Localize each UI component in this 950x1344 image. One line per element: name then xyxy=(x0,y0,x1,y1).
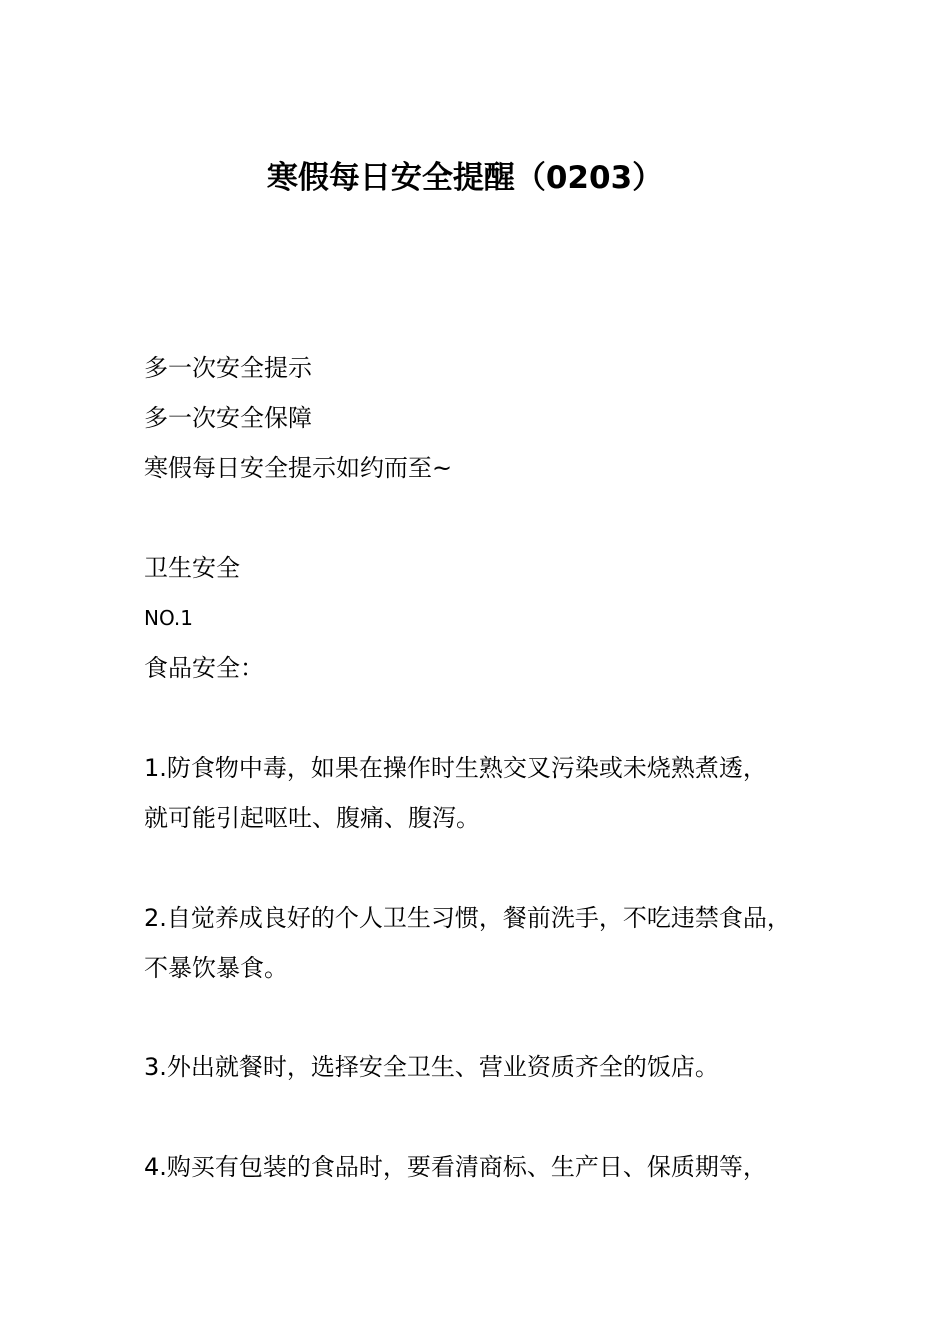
list-item-3-line-1: 3.外出就餐时，选择安全卫生、营业资质齐全的饭店。 xyxy=(144,1053,719,1081)
intro-line-3: 寒假每日安全提示如约而至~ xyxy=(144,454,453,482)
section-block xyxy=(144,543,844,693)
intro-block xyxy=(144,343,844,493)
list-item-1 xyxy=(144,743,844,843)
section-number: NO.1 xyxy=(144,606,193,630)
intro-line-2: 多一次安全保障 xyxy=(144,404,312,432)
list-item-2-line-1: 2.自觉养成良好的个人卫生习惯，餐前洗手，不吃违禁食品， xyxy=(144,904,791,932)
list-item-2 xyxy=(144,893,844,993)
section-heading: 卫生安全 xyxy=(144,554,240,582)
list-item-1-line-1: 1.防食物中毒，如果在操作时生熟交叉污染或未烧熟煮透， xyxy=(144,754,767,782)
list-item-1-line-2: 就可能引起呕吐、腹痛、腹泻。 xyxy=(144,804,480,832)
subsection-heading: 食品安全： xyxy=(144,654,264,682)
list-item-3 xyxy=(144,1042,844,1092)
document-title: 寒假每日安全提醒（0203） xyxy=(266,160,664,196)
list-item-2-line-2: 不暴饮暴食。 xyxy=(144,954,288,982)
list-item-4 xyxy=(144,1142,844,1192)
list-item-4-line-1: 4.购买有包装的食品时，要看清商标、生产日、保质期等， xyxy=(144,1153,767,1181)
intro-line-1: 多一次安全提示 xyxy=(144,354,312,382)
